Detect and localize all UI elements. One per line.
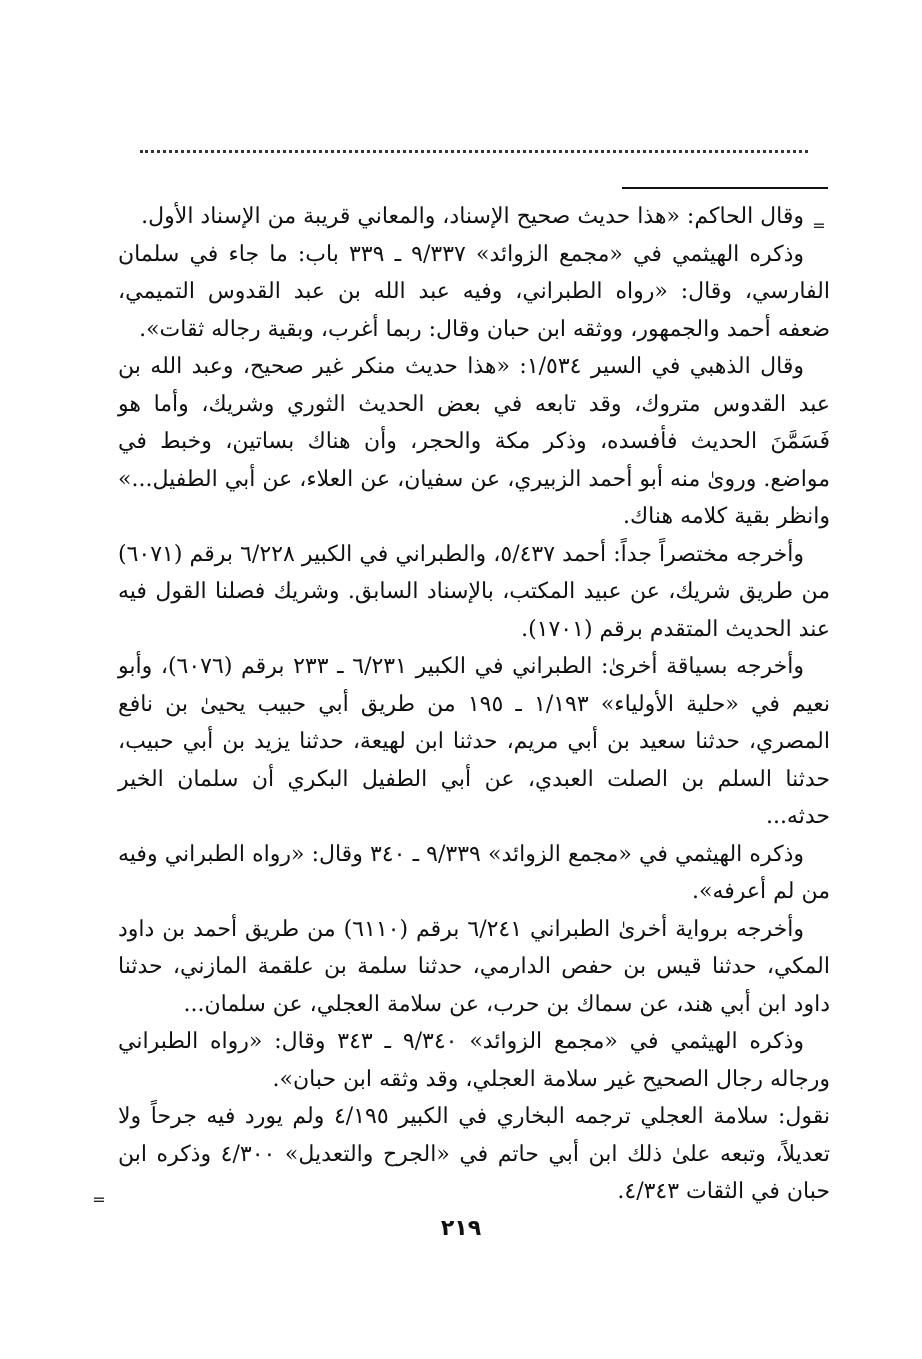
footnote-rule [622, 187, 828, 189]
paragraph-another-narration: وأخرجه برواية أخرىٰ الطبراني ٦/٢٤١ برقم (٦١١٠) من طريق أحمد بن داود المكي، حدثنا قيس بن حفص الدارمي، حدثنا سلمة بن علقمة المازني، حدثنا داود ابن أبي هند، عن سماك بن حرب، عن سلامة العجلي، عن سلمان... [118, 916, 830, 1017]
continuation-mark-bottom: = [92, 1190, 106, 1209]
continuation-mark-top: = [812, 216, 826, 235]
paragraph-dhahabi: وقال الذهبي في السير ١/٥٣٤: «هذا حديث منكر غير صحيح، وعبد الله بن عبد القدوس متروك، وقد تابعه في بعض الحديث الثوري وشريك، وأما هو فَسَمَّنَ الحديث فأفسده، وذكر مكة والحجر، وأن هناك بساتين، وخبط في مواضع. وروىٰ منه أبو أحمد الزبيري، عن سفيان، عن العلاء، عن أبي الطفيل...» وانظر بقية كلامه هناك. [118, 354, 830, 529]
paragraph-commentary: نقول: سلامة العجلي ترجمه البخاري في الكبير ٤/١٩٥ ولم يورد فيه جرحاً ولا تعديلاً، وتبعه علىٰ ذلك ابن أبي حاتم في «الجرح والتعديل» ٤/٣٠٠ وذكره ابن حبان في الثقات ٤/٣٤٣. [118, 1104, 830, 1204]
paragraph-ahmad-tabarani: وأخرجه مختصراً جداً: أحمد ٥/٤٣٧، والطبراني في الكبير ٦/٢٢٨ برقم (٦٠٧١) من طريق شريك، عن عبيد المكتب، بالإسناد السابق. وشريك فصلنا القول فيه عند الحديث المتقدم برقم (١٧٠١). [118, 541, 830, 642]
paragraph-hakim: وقال الحاكم: «هذا حديث صحيح الإسناد، والمعاني قريبة من الإسناد الأول. [141, 204, 804, 229]
paragraph-another-version: وأخرجه بسياقة أخرىٰ: الطبراني في الكبير ٦/٢٣١ ـ ٢٣٣ برقم (٦٠٧٦)، وأبو نعيم في «حلية الأولياء» ١/١٩٣ ـ ١٩٥ من طريق أبي حبيب يحيىٰ بن نافع المصري، حدثنا سعيد بن أبي مريم، حدثنا ابن لهيعة، حدثنا يزيد بن أبي حبيب، حدثنا السلم بن الصلت العبدي، عن أبي الطفيل البكري أن سلمان الخير حدثه... [118, 654, 830, 829]
dotted-separator [140, 150, 808, 153]
paragraph-haythami-3: وذكره الهيثمي في «مجمع الزوائد» ٩/٣٤٠ ـ ٣٤٣ وقال: «رواه الطبراني ورجاله رجال الصحيح غير سلامة العجلي، وقد وثقه ابن حبان». [118, 1029, 830, 1092]
footnote-text [118, 198, 830, 1211]
paragraph-haythami-2: وذكره الهيثمي في «مجمع الزوائد» ٩/٣٣٩ ـ ٣٤٠ وقال: «رواه الطبراني وفيه من لم أعرفه». [118, 841, 830, 904]
page-number: ٢١٩ [440, 1216, 482, 1241]
paragraph-haythami-salman: وذكره الهيثمي في «مجمع الزوائد» ٩/٣٣٧ ـ ٣٣٩ باب: ما جاء في سلمان الفارسي، وقال: «رواه الطبراني، وفيه عبد الله بن عبد القدوس التميمي، ضعفه أحمد والجمهور، ووثقه ابن حبان وقال: ربما أغرب، وبقية رجاله ثقات». [118, 241, 830, 342]
